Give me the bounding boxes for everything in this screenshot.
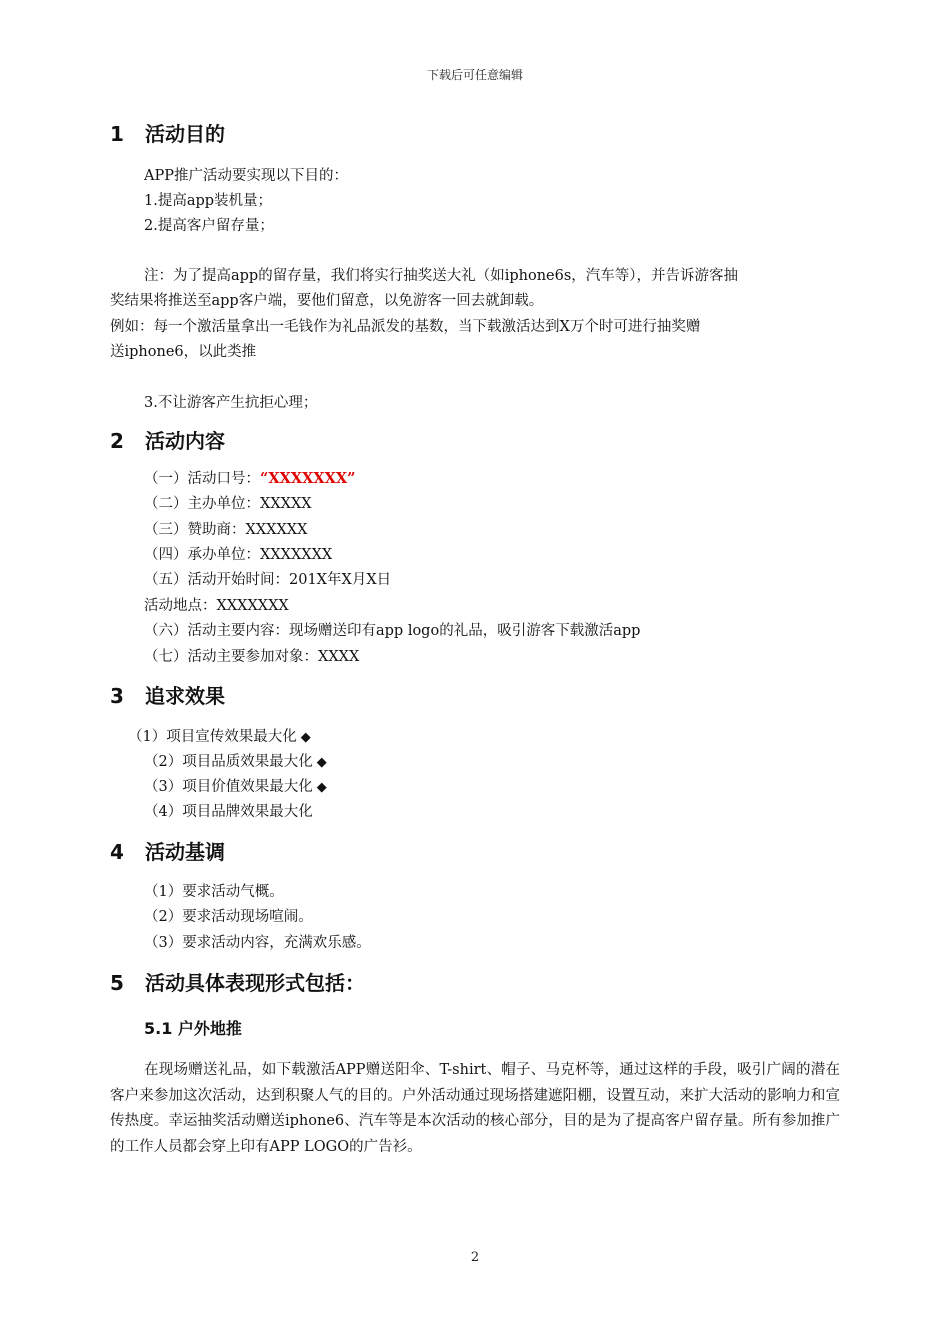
text-line: 3.不让游客产生抗拒心理； bbox=[144, 395, 318, 411]
note-line: 注：为了提高app的留存量，我们将实行抽奖送大礼（如iphone6s，汽车等），并告诉游客抽 bbox=[144, 268, 739, 284]
note-line: 奖结果将推送至app客户端，要他们留意，以免游客一回去就卸载。 bbox=[110, 293, 544, 309]
section-title: 活动目的 bbox=[145, 122, 225, 146]
text-line: 1.提高app装机量； bbox=[144, 193, 273, 209]
tone-item: （3）要求活动内容，充满欢乐感。 bbox=[144, 935, 371, 951]
diamond-bullet-icon: ◆ bbox=[300, 730, 311, 745]
text-line: （三）赞助商：XXXXXX bbox=[144, 522, 308, 538]
section-4-heading bbox=[110, 836, 225, 865]
effect-item-text: （2）项目品质效果最大化 bbox=[144, 754, 313, 770]
section-number: 4 bbox=[110, 840, 124, 864]
section-1-heading bbox=[110, 118, 225, 147]
section-title: 活动内容 bbox=[145, 429, 225, 453]
body-paragraph: 在现场赠送礼品，如下载激活APP赠送阳伞、T-shirt、帽子、马克杯等，通过这样的手段，吸引广阔的潜在客户来参加这次活动，达到积聚人气的目的。户外活动通过现场搭建遮阳棚，设置互动，来扩大活动的影响力和宣传热度。幸运抽奖活动赠送iphone6、汽车等是本次活动的核心部分，目的是为了提高客户留存量。所有参加推广的工作人员都会穿上印有APP LOGO的广告衫。 bbox=[110, 1062, 840, 1155]
effect-item bbox=[144, 777, 327, 798]
slogan-label: （一）活动口号： bbox=[144, 471, 260, 487]
section-title: 活动具体表现形式包括： bbox=[145, 971, 365, 995]
effect-item bbox=[144, 752, 327, 773]
effect-item-text: （1）项目宣传效果最大化 bbox=[128, 729, 297, 745]
text-line: APP推广活动要实现以下目的： bbox=[144, 168, 348, 184]
text-line: 活动地点：XXXXXXX bbox=[144, 598, 289, 614]
section-3-heading bbox=[110, 680, 225, 709]
section-number: 2 bbox=[110, 429, 124, 453]
text-line: （五）活动开始时间：201X年X月X日 bbox=[144, 572, 392, 588]
page-header: 下载后可任意编辑 bbox=[426, 68, 523, 82]
page-number: 2 bbox=[470, 1250, 480, 1265]
diamond-bullet-icon: ◆ bbox=[316, 780, 327, 795]
example-line: 例如：每一个激活量拿出一毛钱作为礼品派发的基数，当下载激活达到X万个时可进行抽奖赠 bbox=[110, 319, 701, 335]
example-line: 送iphone6，以此类推 bbox=[110, 344, 257, 360]
slogan-line bbox=[144, 469, 355, 489]
diamond-bullet-icon: ◆ bbox=[316, 755, 327, 770]
effect-item bbox=[144, 802, 313, 822]
text-line: （六）活动主要内容：现场赠送印有app logo的礼品，吸引游客下载激活app bbox=[144, 623, 641, 639]
section-5-heading bbox=[110, 967, 365, 996]
effect-item-text: （4）项目品牌效果最大化 bbox=[144, 804, 313, 820]
section-number: 5 bbox=[110, 971, 124, 995]
text-line: 2.提高客户留存量； bbox=[144, 218, 274, 234]
section-2-heading bbox=[110, 425, 225, 454]
text-line: （四）承办单位：XXXXXXX bbox=[144, 547, 333, 563]
section-title: 追求效果 bbox=[145, 684, 225, 708]
section-title: 活动基调 bbox=[145, 840, 225, 864]
effect-item bbox=[128, 727, 311, 748]
tone-item: （2）要求活动现场喧闹。 bbox=[144, 909, 313, 925]
slogan-value: “XXXXXXX” bbox=[260, 470, 356, 487]
section-number: 3 bbox=[110, 684, 124, 708]
text-line: （二）主办单位：XXXXX bbox=[144, 496, 312, 512]
text-line: （七）活动主要参加对象：XXXX bbox=[144, 649, 360, 665]
effect-item-text: （3）项目价值效果最大化 bbox=[144, 779, 313, 795]
section-number: 1 bbox=[110, 122, 124, 146]
tone-item: （1）要求活动气概。 bbox=[144, 884, 284, 900]
subsection-5-1-heading: 5.1 户外地推 bbox=[144, 1019, 242, 1038]
